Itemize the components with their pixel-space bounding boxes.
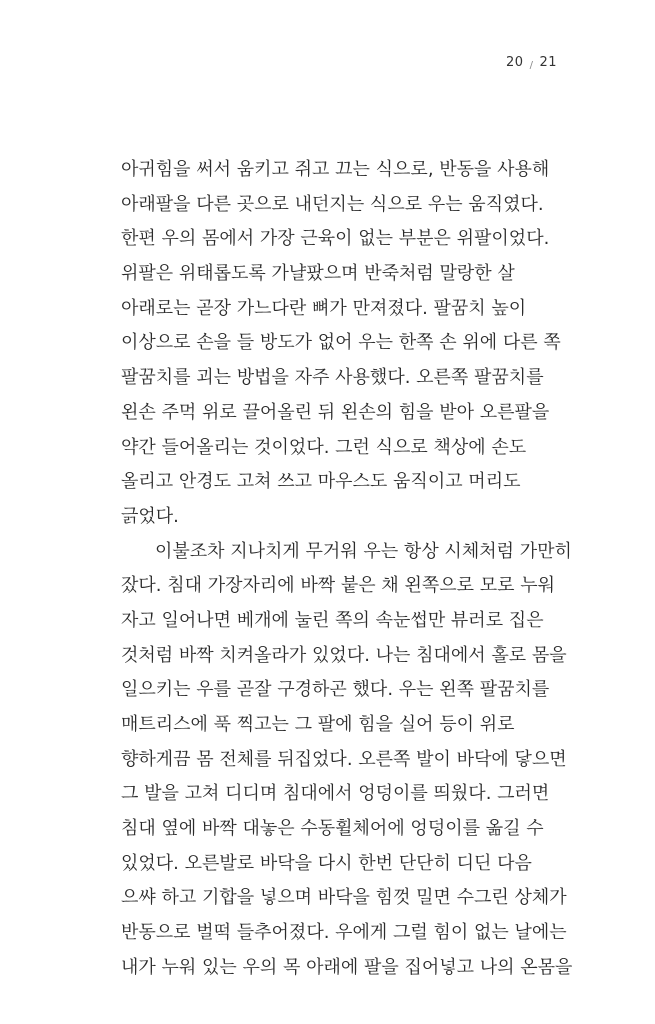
paragraph-first-line: 이불조차 지나치게 무거워 우는 항상 시체처럼 가만히 [155,540,572,562]
text-line: 일으키는 우를 곧잘 구경하곤 했다. 우는 왼쪽 팔꿈치를 [121,679,550,701]
text-line: 것처럼 바짝 치켜올라가 있었다. 나는 침대에서 홀로 몸을 [121,644,567,666]
text-line: 위팔은 위태롭도록 가냘팠으며 반죽처럼 말랑한 살 [121,263,515,285]
current-page: 20 [506,55,524,70]
text-line: 잤다. 침대 가장자리에 바짝 붙은 채 왼쪽으로 모로 누워 [121,575,556,597]
text-line: 팔꿈치를 괴는 방법을 자주 사용했다. 오른쪽 팔꿈치를 [121,367,544,389]
text-line: 있었다. 오른발로 바닥을 다시 한번 단단히 디딘 다음 [121,852,532,874]
text-line: 그 발을 고쳐 디디며 침대에서 엉덩이를 띄웠다. 그러면 [121,783,550,805]
text-line: 으쌰 하고 기합을 넣으며 바닥을 힘껏 밀면 수그린 상체가 [121,887,567,909]
text-line: 올리고 안경도 고쳐 쓰고 마우스도 움직이고 머리도 [121,471,521,493]
text-line: 약간 들어올리는 것이었다. 그런 식으로 책상에 손도 [121,436,527,458]
text-line: 아래로는 곧장 가느다란 뼈가 만져졌다. 팔꿈치 높이 [121,297,527,319]
text-line: 자고 일어나면 베개에 눌린 쪽의 속눈썹만 뷰러로 집은 [121,609,544,631]
total-pages: 21 [539,55,557,70]
text-line: 반동으로 벌떡 들추어졌다. 우에게 그럴 힘이 없는 날에는 [121,922,567,944]
text-line: 이상으로 손을 들 방도가 없어 우는 한쪽 손 위에 다른 쪽 [121,332,561,354]
text-line: 향하게끔 몸 전체를 뒤집었다. 오른쪽 발이 바닥에 닿으면 [121,748,567,770]
text-line: 내가 누워 있는 우의 목 아래에 팔을 집어넣고 나의 온몸을 [121,956,573,978]
text-line: 침대 옆에 바짝 대놓은 수동휠체어에 엉덩이를 옮길 수 [121,818,544,840]
text-line: 아귀힘을 써서 움키고 쥐고 끄는 식으로, 반동을 사용해 [121,159,550,180]
text-line: 한편 우의 몸에서 가장 근육이 없는 부분은 위팔이었다. [121,228,550,250]
text-line: 아래팔을 다른 곳으로 내던지는 식으로 우는 움직였다. [121,193,544,215]
page-counter [506,55,557,70]
text-line: 왼손 주먹 위로 끌어올린 뒤 왼손의 힘을 받아 오른팔을 [121,401,550,423]
page-separator: / [529,60,534,71]
body-text [121,153,591,986]
text-line: 긁었다. [121,505,179,527]
text-line: 매트리스에 푹 찍고는 그 팔에 힘을 실어 등이 위로 [121,714,515,735]
